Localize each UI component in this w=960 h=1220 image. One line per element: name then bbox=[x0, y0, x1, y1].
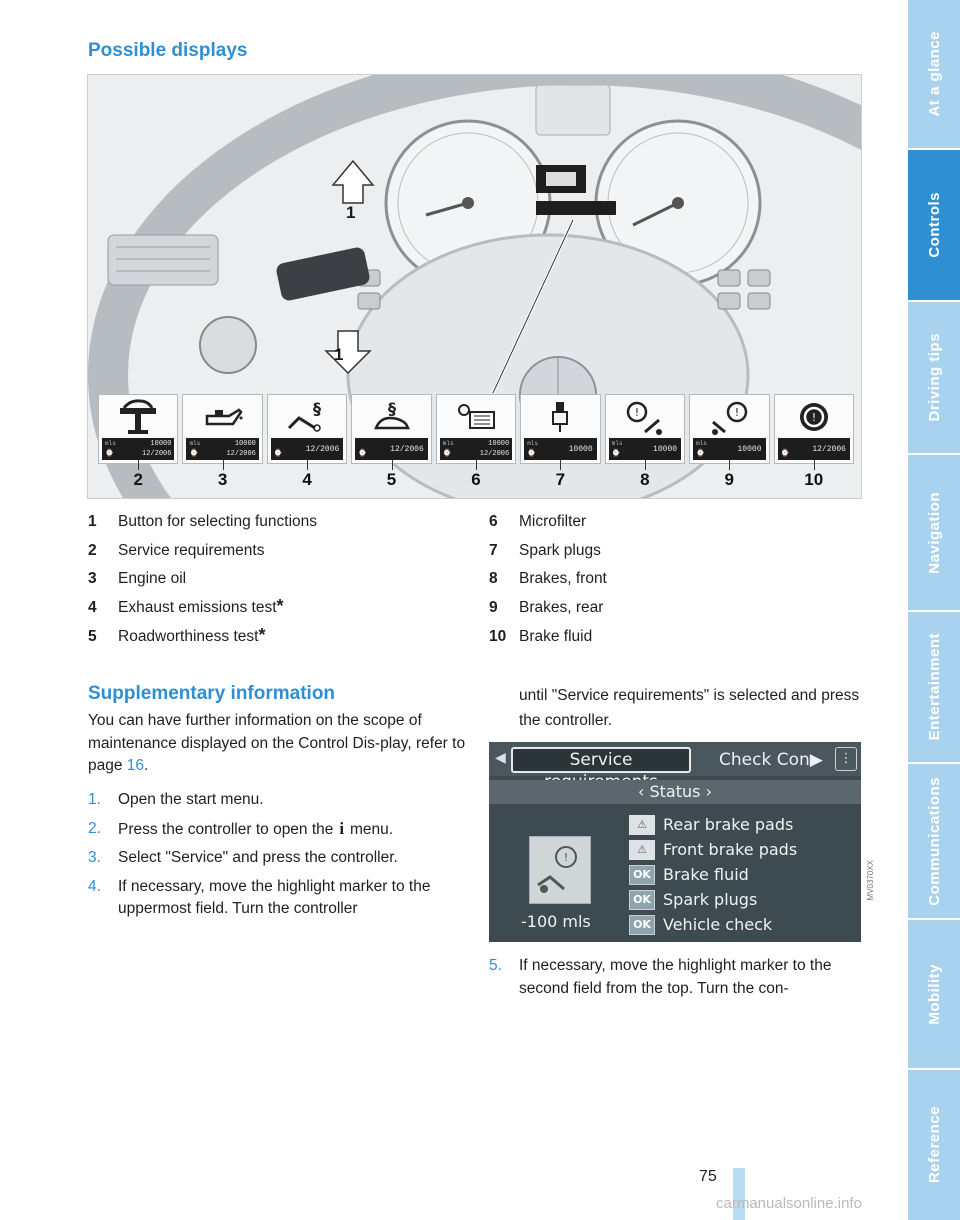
legend-text: Brakes, rear bbox=[519, 599, 604, 617]
tile-lcd bbox=[524, 438, 596, 460]
service-item-label: Rear brake pads bbox=[663, 815, 794, 834]
side-tab-label: Mobility bbox=[925, 963, 943, 1025]
step-text: Open the start menu. bbox=[118, 791, 264, 808]
microfilter-icon bbox=[437, 395, 515, 439]
legend-item bbox=[88, 570, 317, 599]
tile-value: 10000 bbox=[488, 440, 510, 448]
side-tab-at-a-glance[interactable] bbox=[908, 0, 960, 148]
status-row[interactable]: ‹ Status › bbox=[489, 780, 861, 804]
strip-number: 3 bbox=[182, 470, 262, 492]
step-item bbox=[88, 815, 468, 845]
tab-left-arrow-icon: ◀ bbox=[495, 750, 506, 766]
step-item bbox=[88, 876, 468, 920]
info-icon: i bbox=[339, 818, 345, 838]
tile-lcd bbox=[693, 438, 765, 460]
legend-item bbox=[88, 513, 317, 542]
watermark: carmanualsonline.info bbox=[716, 1195, 862, 1212]
step-number: 2. bbox=[88, 819, 101, 837]
service-list-item[interactable] bbox=[629, 862, 854, 887]
service-tile bbox=[436, 394, 516, 464]
tile-value: 10000 bbox=[150, 440, 172, 448]
side-tab-label: Navigation bbox=[925, 491, 943, 574]
svg-text:!: ! bbox=[735, 406, 740, 419]
tile-date: 12/2006 bbox=[142, 450, 172, 458]
legend-text: Service requirements bbox=[118, 541, 265, 559]
side-tab-entertainment[interactable] bbox=[908, 612, 960, 762]
side-tab-label: Entertainment bbox=[925, 633, 943, 741]
side-tab-controls[interactable] bbox=[908, 150, 960, 300]
tab-check-control-label: Check Con bbox=[719, 750, 810, 770]
side-tab-label: Controls bbox=[925, 192, 943, 258]
tile-unit: mls bbox=[527, 440, 538, 447]
tile-date: 12/2006 bbox=[479, 450, 510, 458]
legend-text: Engine oil bbox=[118, 570, 187, 588]
legend-item bbox=[88, 542, 317, 571]
clock-icon: ⌚ bbox=[358, 450, 368, 458]
legend-text: Spark plugs bbox=[519, 541, 601, 559]
clock-icon: ⌚ bbox=[527, 450, 536, 458]
service-tile bbox=[774, 394, 854, 464]
svg-text:!: ! bbox=[563, 851, 569, 864]
step-number: 1. bbox=[88, 791, 101, 808]
page-number: 75 bbox=[699, 1168, 717, 1185]
legend-text: Brake fluid bbox=[519, 627, 593, 645]
svg-text:§: § bbox=[387, 399, 396, 418]
tile-lcd bbox=[778, 438, 850, 460]
spark-plug-icon bbox=[521, 395, 599, 439]
intro-text: You can have further information on the scope of maintenance displayed on the Control Dis-play, refer to page bbox=[88, 712, 466, 774]
svg-text:§: § bbox=[313, 399, 322, 418]
warning-triangle-icon: ⚠ bbox=[629, 815, 655, 835]
control-display-screenshot bbox=[489, 742, 861, 942]
brake-fluid-icon bbox=[775, 395, 853, 439]
service-item-label: Spark plugs bbox=[663, 890, 758, 909]
service-icon-strip bbox=[98, 394, 854, 464]
tile-value: 10000 bbox=[234, 440, 256, 448]
brake-car-icon bbox=[529, 836, 591, 904]
tile-lcd bbox=[355, 438, 427, 460]
service-item-label: Brake fluid bbox=[663, 865, 749, 884]
service-item-label: Front brake pads bbox=[663, 840, 798, 859]
side-tabs bbox=[908, 0, 960, 1220]
section-title: Supplementary information bbox=[88, 683, 336, 704]
legend-number: 7 bbox=[489, 541, 498, 559]
strip-number: 8 bbox=[605, 470, 685, 492]
svg-text:!: ! bbox=[811, 411, 816, 424]
intro-paragraph bbox=[88, 710, 468, 778]
screen-tab-bar bbox=[489, 742, 861, 776]
remaining-distance: -100 mls bbox=[521, 912, 591, 931]
strip-number: 7 bbox=[520, 470, 600, 492]
brakes-rear-icon bbox=[690, 395, 768, 439]
legend-number: 2 bbox=[88, 541, 97, 559]
legend-number: 6 bbox=[489, 513, 498, 530]
step4-continuation: until "Service requirements" is selected and press the controller. bbox=[519, 687, 860, 729]
side-tab-driving-tips[interactable] bbox=[908, 302, 960, 453]
legend-number: 5 bbox=[88, 627, 97, 645]
arrow-label-down: 1 bbox=[334, 345, 344, 364]
step5-number: 5. bbox=[489, 957, 502, 974]
tile-date: 12/2006 bbox=[812, 445, 846, 454]
tile-lcd bbox=[609, 438, 681, 460]
clock-icon: ⌚ bbox=[105, 450, 114, 458]
strip-number: 5 bbox=[351, 470, 431, 492]
step-text: menu. bbox=[345, 820, 394, 838]
steps-list bbox=[88, 786, 468, 920]
service-tile bbox=[182, 394, 262, 464]
tile-date: 12/2006 bbox=[390, 445, 424, 454]
step-item bbox=[88, 786, 468, 815]
tile-unit: mls bbox=[189, 440, 201, 447]
service-item-label: Vehicle check bbox=[663, 915, 773, 934]
legend-item bbox=[489, 542, 607, 571]
step-text: Press the controller to open the bbox=[118, 820, 338, 838]
page-heading: Possible displays bbox=[88, 40, 248, 61]
service-tile bbox=[605, 394, 685, 464]
tile-date: 10000 bbox=[653, 445, 678, 454]
tile-date: 12/2006 bbox=[226, 450, 256, 458]
service-tile bbox=[267, 394, 347, 464]
service-list-item[interactable] bbox=[629, 812, 854, 837]
side-tab-reference[interactable] bbox=[908, 1070, 960, 1220]
service-tile bbox=[520, 394, 600, 464]
legend-item bbox=[489, 570, 607, 599]
legend-text: Microfilter bbox=[519, 513, 587, 530]
legend-text: Roadworthiness test bbox=[118, 627, 259, 645]
step-number: 4. bbox=[88, 877, 101, 895]
warning-triangle-icon: ⚠ bbox=[629, 840, 655, 860]
strip-number: 2 bbox=[98, 470, 178, 492]
tile-unit: mls bbox=[442, 440, 454, 447]
legend-number: 4 bbox=[88, 599, 97, 617]
clock-icon: ⌚ bbox=[189, 450, 199, 458]
side-tab-mobility[interactable] bbox=[908, 920, 960, 1068]
service-list-item[interactable] bbox=[629, 887, 854, 912]
tile-unit: mls bbox=[105, 440, 116, 447]
legend-left bbox=[88, 513, 317, 656]
service-list bbox=[629, 812, 854, 937]
legend-number: 10 bbox=[489, 627, 507, 645]
strip-number: 9 bbox=[689, 470, 769, 492]
step-item bbox=[88, 844, 468, 873]
side-tab-label: Driving tips bbox=[925, 333, 943, 422]
intro-end: . bbox=[144, 757, 149, 774]
service-tile bbox=[689, 394, 769, 464]
side-tab-label: Communications bbox=[925, 776, 943, 906]
service-list-item[interactable] bbox=[629, 837, 854, 862]
page-link[interactable]: 16 bbox=[126, 757, 145, 774]
legend-text: Brakes, front bbox=[519, 570, 607, 588]
page-bar bbox=[733, 1168, 745, 1220]
step-text: If necessary, move the highlight marker to the uppermost field. Turn the controller bbox=[118, 877, 431, 917]
tile-lcd bbox=[440, 438, 512, 460]
step-number: 3. bbox=[88, 849, 101, 866]
legend-right bbox=[489, 513, 607, 656]
tile-date: 10000 bbox=[737, 445, 762, 454]
roadworthiness-icon bbox=[352, 395, 430, 439]
legend-number: 9 bbox=[489, 599, 498, 617]
tab-check-control[interactable] bbox=[719, 750, 823, 770]
ok-badge-icon: OK bbox=[629, 890, 655, 910]
arrow-label-up: 1 bbox=[346, 203, 356, 222]
tile-unit: mls bbox=[696, 440, 707, 447]
clock-icon: ⌚ bbox=[442, 450, 452, 458]
service-list-item[interactable] bbox=[629, 912, 854, 937]
tile-lcd bbox=[102, 438, 174, 460]
strip-number: 10 bbox=[774, 470, 854, 492]
tab-service-requirements[interactable]: Service bbox=[511, 747, 691, 773]
clock-icon: ⌚ bbox=[611, 450, 621, 458]
clock-icon: ⌚ bbox=[696, 450, 705, 458]
legend-number: 8 bbox=[489, 570, 498, 588]
screen-code: MV0370XX bbox=[866, 860, 875, 901]
step5 bbox=[489, 955, 864, 1000]
side-tab-label: Reference bbox=[925, 1106, 943, 1184]
oil-can-icon bbox=[183, 395, 261, 439]
legend-text: Exhaust emissions test bbox=[118, 599, 277, 617]
legend-item bbox=[489, 513, 607, 542]
tile-unit: mls bbox=[611, 440, 623, 447]
clock-icon: ⌚ bbox=[780, 450, 790, 458]
step-text: Select "Service" and press the controller. bbox=[118, 849, 398, 866]
service-tile bbox=[351, 394, 431, 464]
lift-car-icon bbox=[99, 395, 177, 439]
step5-text: If necessary, move the highlight marker to the second field from the top. Turn the con- bbox=[519, 957, 832, 997]
tile-date: 10000 bbox=[568, 445, 593, 454]
tile-date: 12/2006 bbox=[305, 445, 340, 454]
ok-badge-icon: OK bbox=[629, 915, 655, 935]
options-icon[interactable]: ⋮ bbox=[835, 747, 857, 771]
exhaust-test-icon bbox=[268, 395, 346, 439]
legend-text: Button for selecting functions bbox=[118, 513, 318, 530]
service-tile bbox=[98, 394, 178, 464]
strip-numbers bbox=[98, 470, 854, 492]
side-tab-label: At a glance bbox=[925, 31, 943, 117]
legend-number: 1 bbox=[88, 513, 97, 530]
legend-item bbox=[489, 599, 607, 628]
tile-lcd bbox=[271, 438, 343, 460]
legend-item: 4 Exhaust emissions test * bbox=[88, 596, 284, 617]
tab-right-arrow-icon: ▶ bbox=[809, 750, 823, 770]
brakes-front-icon bbox=[606, 395, 684, 439]
clock-icon: ⌚ bbox=[273, 450, 283, 458]
side-tab-communications[interactable] bbox=[908, 764, 960, 918]
legend-item: 5 Roadworthiness test * bbox=[88, 624, 266, 645]
strip-number: 6 bbox=[436, 470, 516, 492]
svg-text:!: ! bbox=[634, 406, 640, 419]
strip-number: 4 bbox=[267, 470, 347, 492]
legend-number: 3 bbox=[88, 570, 97, 588]
legend-item bbox=[489, 628, 607, 657]
side-tab-navigation[interactable] bbox=[908, 455, 960, 610]
ok-badge-icon: OK bbox=[629, 865, 655, 885]
tile-lcd bbox=[186, 438, 258, 460]
